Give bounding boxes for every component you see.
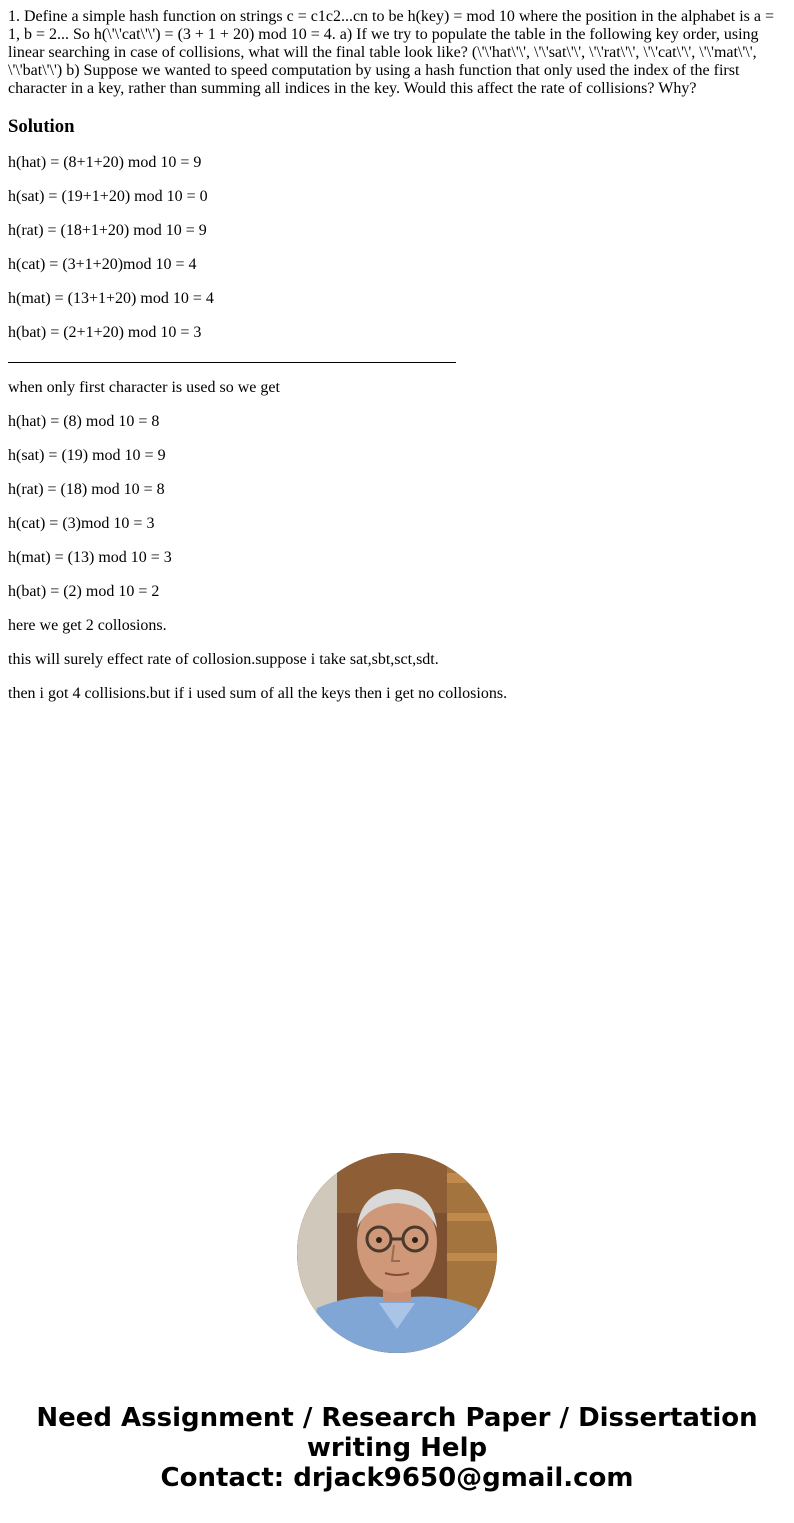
hash-line: h(cat) = (3+1+20)mod 10 = 4 [8,256,197,273]
question-text: 1. Define a simple hash function on strings c = c1c2...cn to be h(key) = mod 10 where the position in the alphabet is a = 1, b = 2... So h(\'\'cat\'\') = (3 + 1 + 20) mod 10 = 4. a) If we try to populate the table in the following key order, using linear searching in case of collisions, what will the final table look like? (\'\'hat\'\', \'\'sat\'\', \'\'rat\'\', \'\'cat\'\', \'\'mat\'\', \'\'bat\'\') b) Suppose we wanted to speed computation by using a hash function that only used the index of the first character in a key, rather than summing all indices in the key. Would this affect the rate of collisions? Why? [8,8,774,97]
contact-footer [0,1403,794,1493]
footer-line: writing Help [306,1433,488,1463]
solution-heading: Solution [8,116,75,137]
contact-email: Contact: drjack9650@gmail.com [160,1463,634,1493]
hash-line: h(rat) = (18) mod 10 = 8 [8,481,165,498]
hash-line: h(hat) = (8) mod 10 = 8 [8,413,160,430]
hash-line: h(hat) = (8+1+20) mod 10 = 9 [8,154,202,171]
hash-line: h(sat) = (19+1+20) mod 10 = 0 [8,188,208,205]
divider [8,362,456,363]
footer-line: Need Assignment / Research Paper / Dissertation [36,1403,758,1433]
answer-line: when only first character is used so we get [8,379,280,396]
answer-line: this will surely effect rate of collosion.suppose i take sat,sbt,sct,sdt. [8,651,439,668]
hash-line: h(mat) = (13+1+20) mod 10 = 4 [8,290,214,307]
person-portrait-icon [297,1153,497,1353]
hash-line: h(mat) = (13) mod 10 = 3 [8,549,172,566]
hash-line: h(sat) = (19) mod 10 = 9 [8,447,166,464]
document-body [8,8,784,719]
hash-line: h(bat) = (2) mod 10 = 2 [8,583,160,600]
hash-line: h(cat) = (3)mod 10 = 3 [8,515,155,532]
hash-line: h(rat) = (18+1+20) mod 10 = 9 [8,222,207,239]
answer-line: here we get 2 collosions. [8,617,167,634]
avatar [297,1153,497,1353]
answer-line: then i got 4 collisions.but if i used sum of all the keys then i get no collosions. [8,685,508,702]
hash-line: h(bat) = (2+1+20) mod 10 = 3 [8,324,202,341]
